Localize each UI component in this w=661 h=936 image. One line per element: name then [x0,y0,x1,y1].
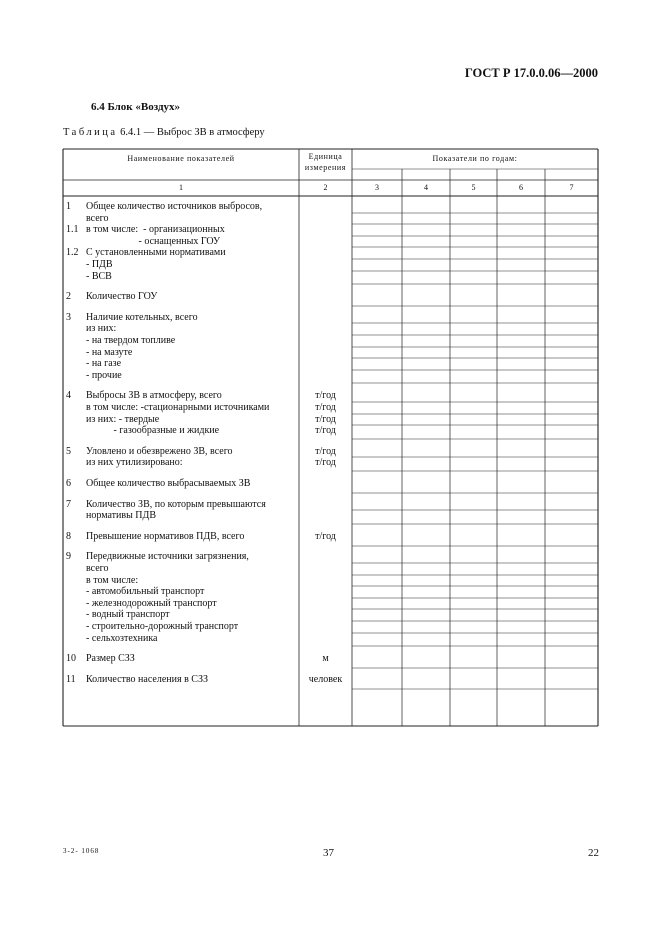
header-indicator-name: Наименование показателей [127,154,235,163]
row-label: нормативы ПДВ [86,510,157,522]
row-number: 4 [66,390,71,402]
row-label: - сельхозтехника [86,632,158,644]
row-number: 8 [66,530,71,542]
row-label: Количество населения в СЗЗ [86,673,208,685]
table-caption-number: 6.4.1 [120,127,142,138]
row-number: 10 [66,653,76,665]
row-label: в том числе: [86,574,139,586]
row-label: Общее количество выбрасываемых ЗВ [86,478,251,489]
row-label: Выбросы ЗВ в атмосферу, всего [86,390,222,402]
row-label: - строительно-дорожный транспорт [86,621,239,632]
row-label: - железнодорожный транспорт [86,597,217,609]
row-label: - на твердом топливе [86,335,176,346]
row-label: всего [86,563,109,574]
row-unit: м [322,653,329,665]
row-number: 5 [66,445,71,457]
row-number: 7 [66,498,71,510]
row-label: Размер СЗЗ [86,653,135,665]
row-unit: человек [308,673,343,685]
table-caption-label: Таблица [63,127,118,138]
row-unit: т/год [315,402,336,413]
row-label: С установленными нормативами [86,247,226,259]
row-label: - водный транспорт [86,609,170,621]
row-label: Передвижные источники загрязнения, [86,551,249,563]
row-number: 6 [66,478,71,489]
row-number: 11 [66,673,76,685]
header-unit-line2: измерения [304,163,347,172]
column-number: 5 [471,183,476,192]
row-label: из них: [86,323,117,335]
row-unit: т/год [315,457,336,469]
row-unit: т/год [315,425,336,437]
section-title: 6.4 Блок «Воздух» [91,101,181,113]
row-unit: т/год [315,413,336,425]
column-number: 3 [375,183,379,192]
row-label: Уловлено и обезврежено ЗВ, всего [86,445,233,457]
row-label: Общее количество источников выбросов, [86,201,263,212]
row-label: всего [86,212,109,224]
header-years: Показатели по годам: [432,154,518,163]
row-number: 1 [66,201,71,212]
row-number: 9 [66,551,71,563]
row-label: в том числе: - организационных [86,224,225,236]
row-label: Превышение нормативов ПДВ, всего [86,530,245,542]
row-unit: т/год [315,445,336,457]
row-label: - газообразные и жидкие [86,425,220,437]
page-number-center: 37 [323,847,334,859]
row-label: Количество ЗВ, по которым превышаются [86,498,266,510]
row-unit: т/год [315,390,336,402]
page-number-right: 22 [588,847,599,859]
row-number: 2 [66,291,71,303]
row-label: Наличие котельных, всего [86,311,198,323]
print-code: 3-2- 1068 [63,847,100,855]
row-number: 1.1 [66,224,79,236]
row-label: - прочие [86,369,122,381]
column-number: 4 [424,183,428,192]
column-number: 2 [323,183,328,192]
column-number: 7 [569,183,574,192]
row-label: в том числе: -стационарными источниками [86,402,270,413]
row-label: из них утилизировано: [86,457,183,469]
column-number: 1 [179,183,183,192]
row-label: - автомобильный транспорт [86,586,205,598]
header-unit-line1: Единица [308,152,343,161]
column-number: 6 [519,183,523,192]
row-label: - оснащенных ГОУ [86,235,221,247]
row-number: 3 [66,311,71,323]
row-label: из них: - твердые [86,413,160,425]
row-label: - ВСВ [86,270,112,282]
row-label: - на мазуте [86,346,133,358]
row-unit: т/год [315,530,336,542]
table-caption-text: — Выброс ЗВ в атмосферу [143,127,265,138]
row-number: 1.2 [66,247,79,259]
row-label: - на газе [86,358,122,370]
row-label: - ПДВ [86,259,113,270]
document-code: ГОСТ Р 17.0.0.06—2000 [464,66,598,80]
row-label: Количество ГОУ [86,291,158,303]
